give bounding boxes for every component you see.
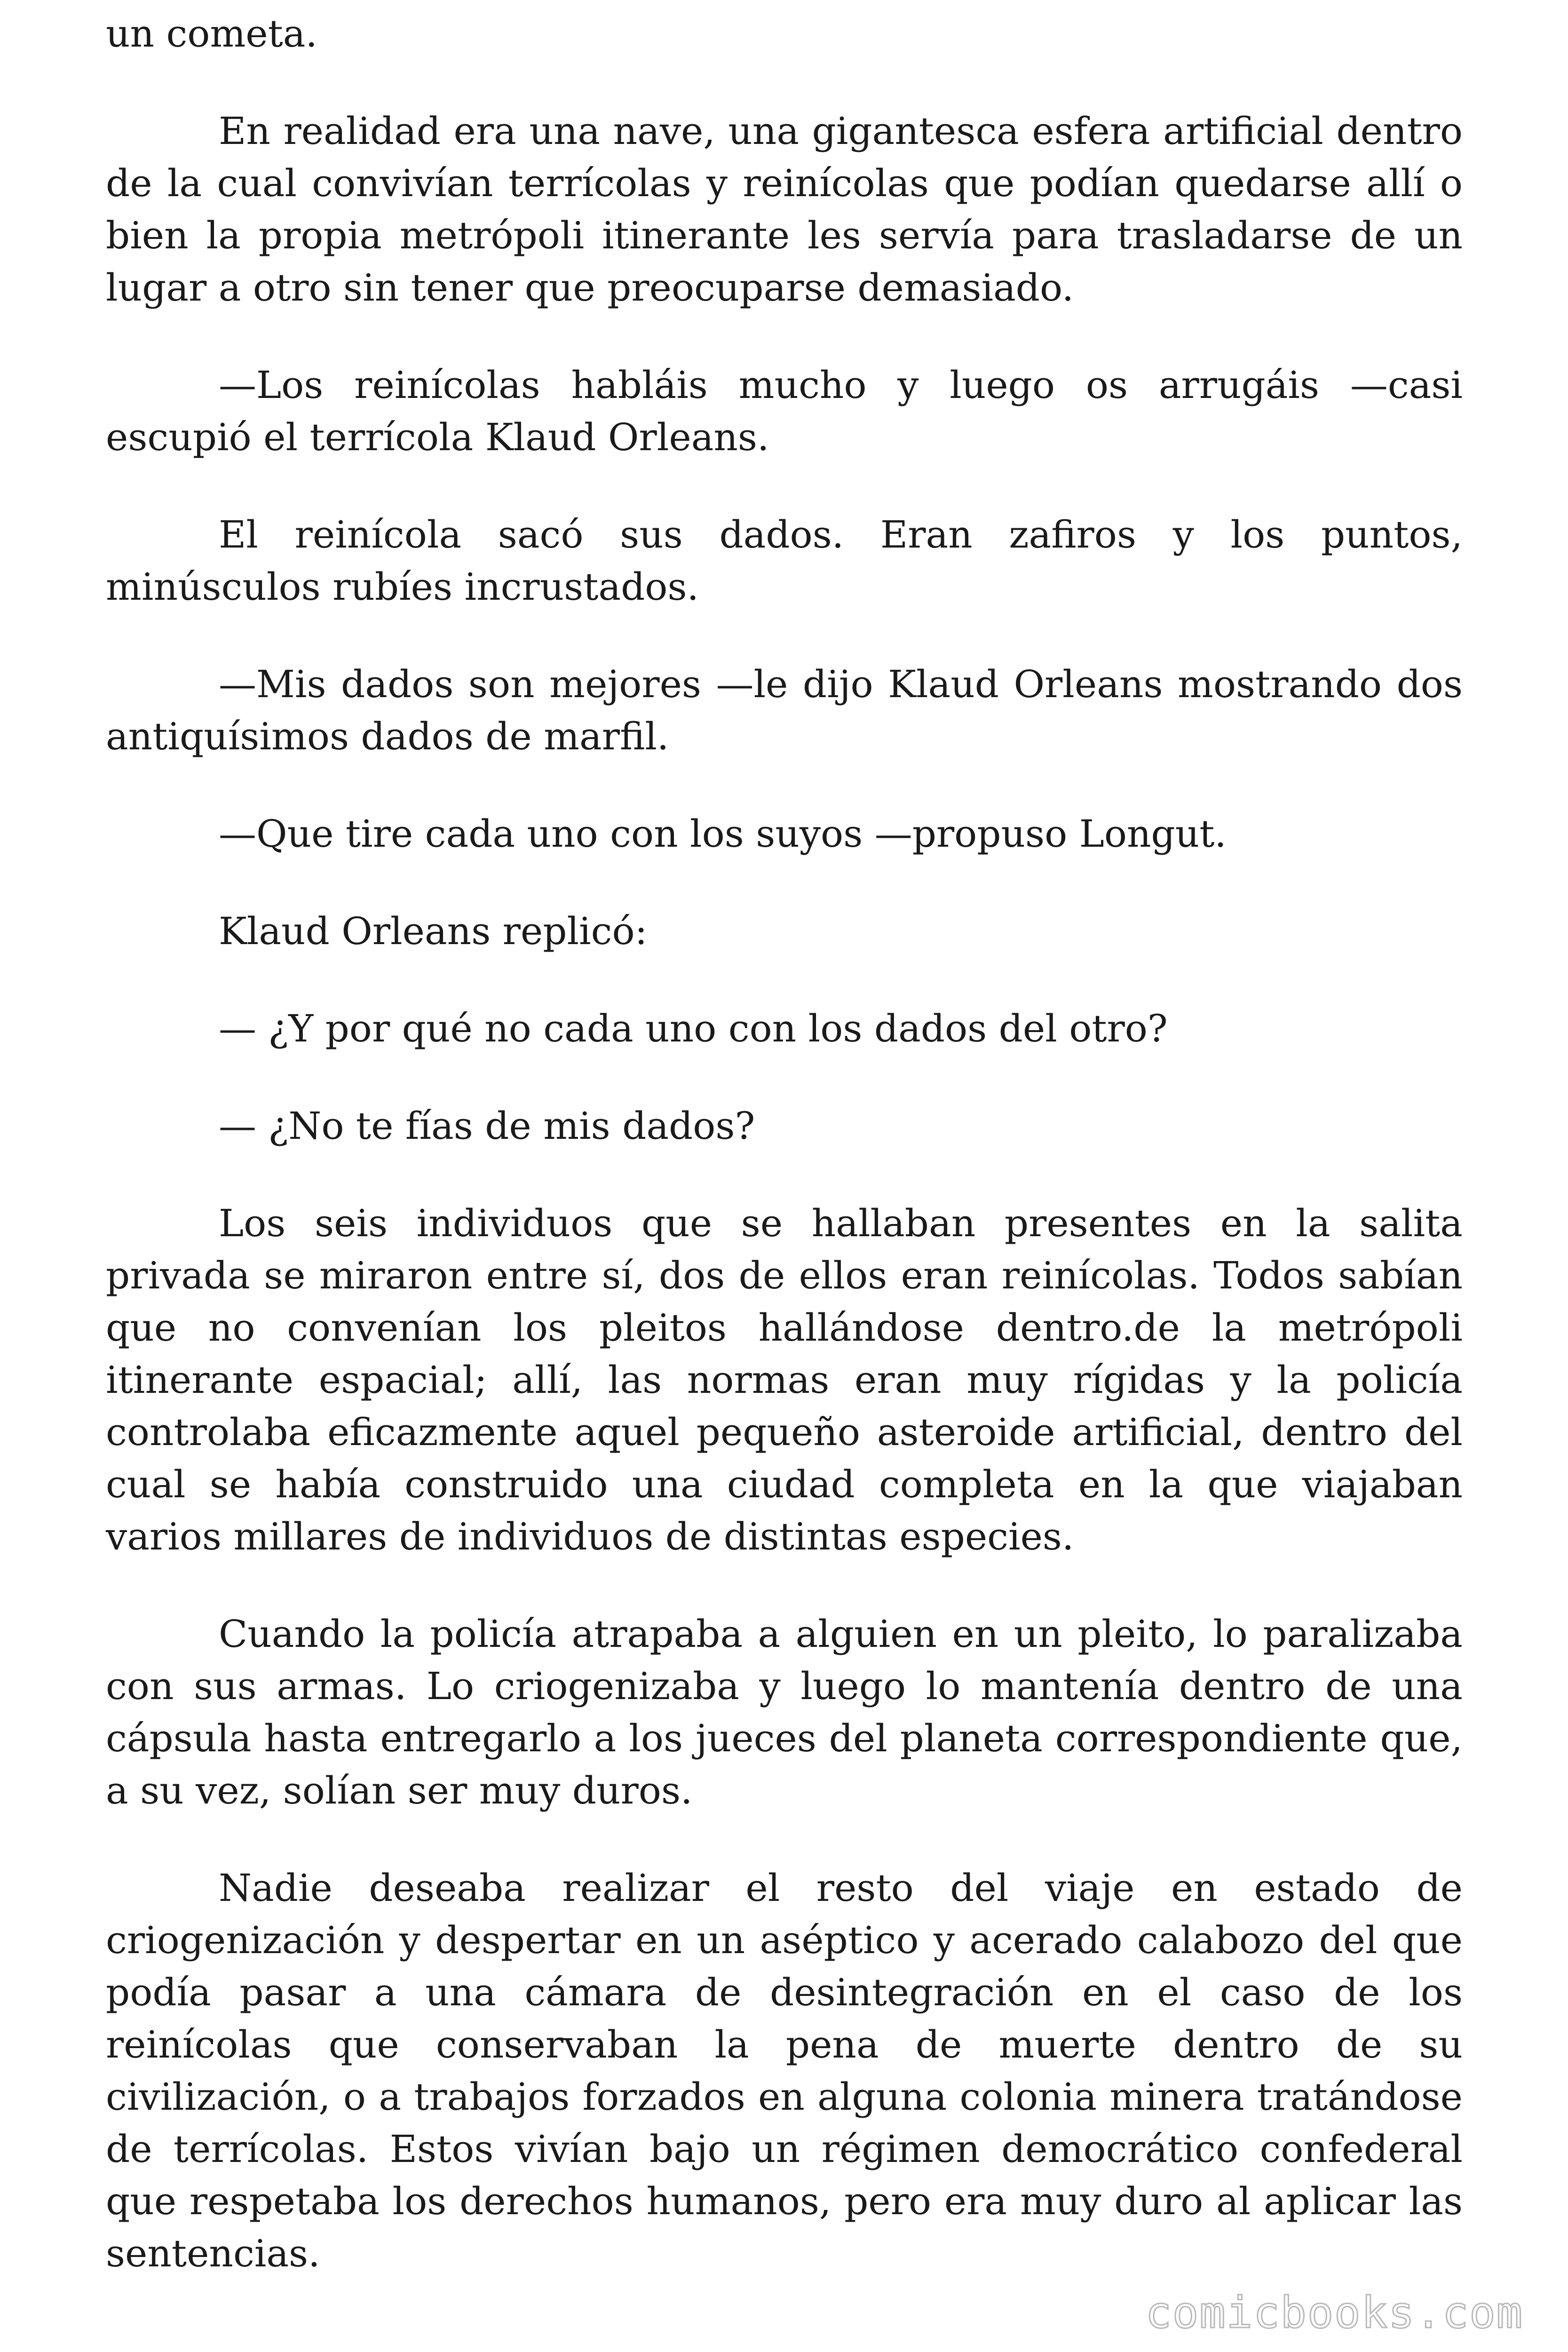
paragraph: — ¿No te fías de mis dados?: [219, 1104, 755, 1148]
paragraph: Nadie deseaba realizar el resto del viaje en estado de criogenización y despertar en un aséptico y acerado calabozo del que podía pasar a una cámara de desintegración en el caso de los reinícolas que conservaban la pena de muerte dentro de su civilización, o a trabajos forzados en alguna colonia minera tratándose de terrícolas. Estos vivían bajo un régimen democrático confederal que respetaba los derechos humanos, pero era muy duro al aplicar las sentencias.: [106, 1866, 1463, 2275]
paragraph: En realidad era una nave, una gigantesca esfera artificial dentro de la cual convivían terrícolas y reinícolas que podían quedarse allí o bien la propia metrópoli itinerante les servía para trasladarse de un lugar a otro sin tener que preocuparse demasiado.: [106, 109, 1463, 310]
paragraph: Klaud Orleans replicó:: [219, 909, 648, 953]
paragraph: un cometa.: [106, 12, 317, 56]
paragraph: El reinícola sacó sus dados. Eran zafiros y los puntos, minúsculos rubíes incrustados.: [106, 513, 1463, 609]
page-text: [106, 8, 1463, 2325]
watermark: comicbooks.com: [1145, 2288, 1523, 2338]
paragraph: Cuando la policía atrapaba a alguien en un pleito, lo paralizaba con sus armas. Lo criogenizaba y luego lo mantenía dentro de una cápsula hasta entregarlo a los jueces del planeta correspondiente que, a su vez, solían ser muy duros.: [106, 1612, 1463, 1812]
paragraph: —Los reinícolas habláis mucho y luego os arrugáis —casi escupió el terrícola Klaud Orleans.: [106, 363, 1463, 459]
paragraph: — ¿Y por qué no cada uno con los dados del otro?: [219, 1007, 1168, 1050]
paragraph: Los seis individuos que se hallaban presentes en la salita privada se miraron entre sí, dos de ellos eran reinícolas. Todos sabían que no convenían los pleitos hallándose dentro.de la metrópoli itinerante espacial; allí, las normas eran muy rígidas y la policía controlaba eficazmente aquel pequeño asteroide artificial, dentro del cual se había construido una ciudad completa en la que viajaban varios millares de individuos de distintas especies.: [106, 1201, 1463, 1558]
paragraph: —Que tire cada uno con los suyos —propuso Longut.: [219, 812, 1227, 856]
paragraph: —Mis dados son mejores —le dijo Klaud Orleans mostrando dos antiquísimos dados de marfil.: [106, 662, 1463, 758]
